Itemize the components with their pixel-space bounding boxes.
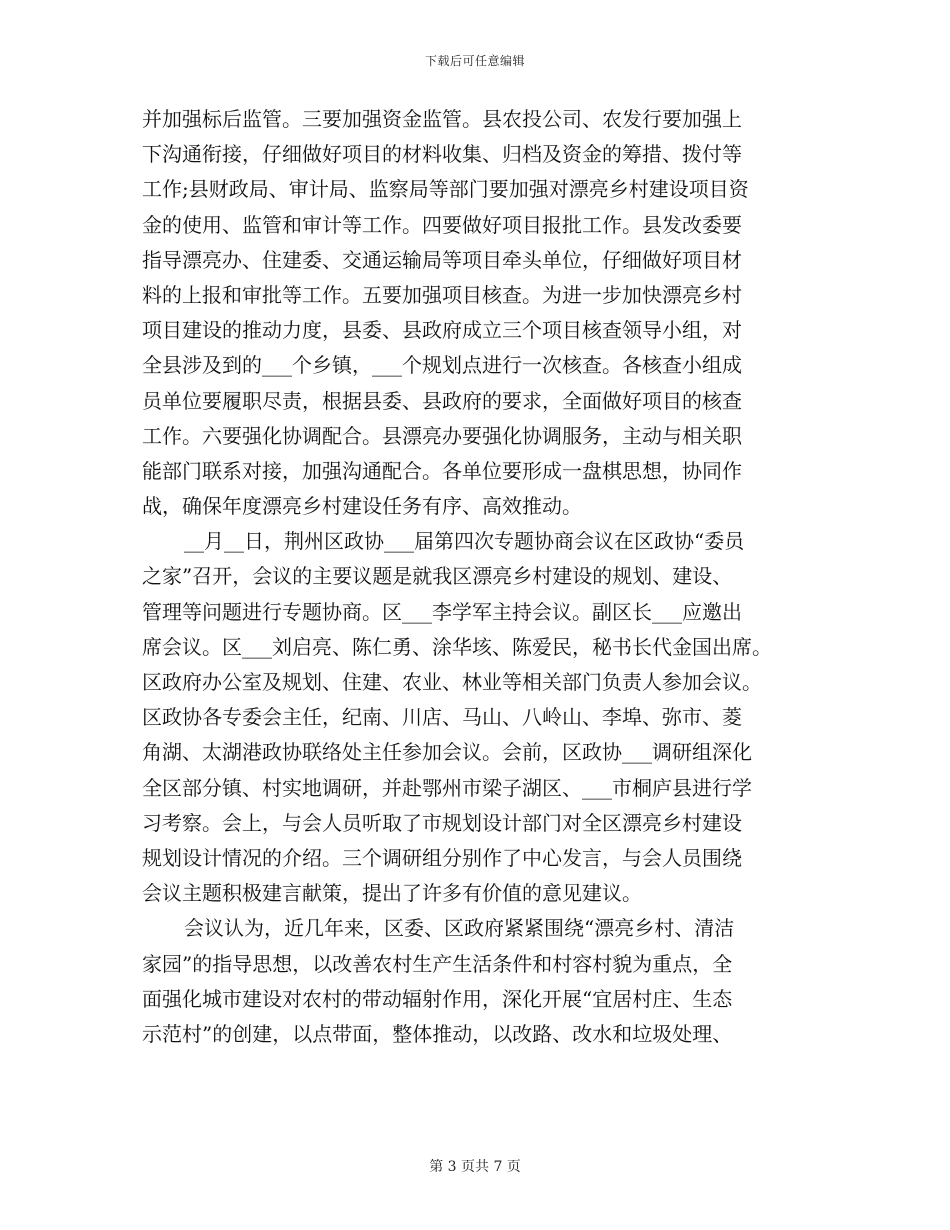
text-line: 战，确保年度漂亮乡村建设任务有序、高效推动。 [142,494,582,519]
text-line: 料的上报和审批等工作。五要加强项目核查。为进一步加快漂亮乡村 [142,282,742,307]
paragraph-start-line: __月__日，荆州区政协___届第四次专题协商会议在区政协“委员 [184,529,745,554]
text-line: 指导漂亮办、住建委、交通运输局等项目牵头单位，仔细做好项目材 [142,247,742,272]
page-header: 下载后可任意编辑 [424,54,525,68]
text-line: 全县涉及到的___个乡镇，___个规划点进行一次核查。各核查小组成 [142,353,742,378]
paragraph-start-line: 会议认为，近几年来，区委、区政府紧紧围绕“漂亮乡村、清洁 [184,916,735,941]
text-line: 习考察。会上，与会人员听取了市规划设计部门对全区漂亮乡村建设 [142,810,742,835]
text-line: 角湖、太湖港政协联络处主任参加会议。会前，区政协___调研组深化 [142,740,752,765]
text-line: 全区部分镇、村实地调研，并赴鄂州市梁子湖区、___市桐庐县进行学 [142,775,752,800]
text-line: 规划设计情况的介绍。三个调研组分别作了中心发言，与会人员围绕 [142,845,742,870]
text-line: 能部门联系对接，加强沟通配合。各单位要形成一盘棋思想，协同作 [142,458,742,483]
text-line: 金的使用、监管和审计等工作。四要做好项目报批工作。县发改委要 [142,212,742,237]
text-line: 项目建设的推动力度，县委、县政府成立三个项目核查领导小组，对 [142,318,742,343]
text-line: 管理等问题进行专题协商。区___李学军主持会议。副区长___应邀出 [142,599,742,624]
text-line: 工作。六要强化协调配合。县漂亮办要强化协调服务，主动与相关职 [142,423,742,448]
text-line: 席会议。区___刘启亮、陈仁勇、涂华垓、陈爱民，秘书长代金国出席。 [142,634,772,659]
text-line: 示范村”的创建，以点带面，整体推动，以改路、改水和垃圾处理、 [142,1021,733,1046]
text-line: 员单位要履职尽责，根据县委、县政府的要求，全面做好项目的核查 [142,388,742,413]
text-line: 并加强标后监管。三要加强资金监管。县农投公司、农发行要加强上 [142,107,742,131]
text-line: 工作;县财政局、审计局、监察局等部门要加强对漂亮乡村建设项目资 [142,177,749,202]
text-line: 面强化城市建设对农村的带动辐射作用，深化开展“宜居村庄、生态 [142,986,733,1011]
text-line: 家园”的指导思想，以改善农村生产生活条件和村容村貌为重点，全 [142,951,733,976]
page-footer: 第 3 页共 7 页 [429,1159,521,1175]
text-line: 下沟通衔接，仔细做好项目的材料收集、归档及资金的筹措、拨付等 [142,142,742,167]
text-line: 区政协各专委会主任，纪南、川店、马山、八岭山、李埠、弥市、菱 [142,705,742,730]
text-line: 区政府办公室及规划、住建、农业、林业等相关部门负责人参加会议。 [142,670,762,694]
text-line: 之家”召开，会议的主要议题是就我区漂亮乡村建设的规划、建设、 [142,564,733,589]
document-body [142,102,822,1052]
text-line: 会议主题积极建言献策，提出了许多有价值的意见建议。 [142,881,642,906]
